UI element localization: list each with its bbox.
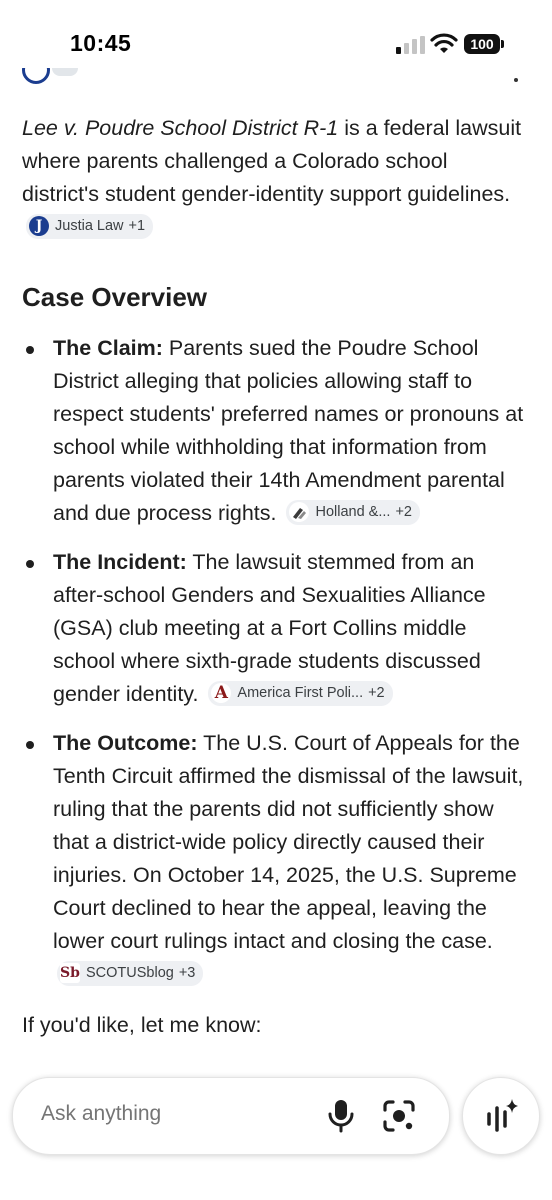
chip-label: Justia Law (55, 217, 124, 234)
chip-label: America First Poli... (237, 684, 364, 701)
section-title: Case Overview (22, 282, 208, 312)
response-content (22, 112, 527, 1042)
source-logo-icon (22, 68, 50, 84)
source-chip-scotusblog[interactable] (57, 961, 203, 986)
camera-lens-icon[interactable] (381, 1098, 417, 1134)
list-item-outcome (22, 727, 527, 991)
more-options-icon[interactable] (514, 78, 518, 82)
holland-icon (289, 502, 309, 522)
bullet-text: The lawsuit stemmed from an after-school Genders and Sexualities Alliance (GSA) club meeting at a Fort Collins middle school where sixth-grade students discussed gender identity. (53, 550, 486, 706)
signal-icon (396, 36, 432, 54)
composer-bar (12, 1077, 450, 1155)
bullet-label: The Claim: (53, 336, 163, 360)
bullet-icon (26, 346, 34, 354)
closing-text: If you'd like, let me know: (22, 1013, 262, 1037)
battery-icon: 100 (464, 34, 500, 54)
intro-text: is a federal lawsuit where parents challenged a Colorado school district's student gender-identity support guidelines. (22, 116, 522, 206)
partial-header (0, 68, 552, 94)
list-item-claim (22, 332, 527, 530)
status-time: 10:45 (70, 30, 132, 56)
bullet-icon (26, 560, 34, 568)
sparkle-waveform-icon (463, 1078, 539, 1154)
live-mode-button[interactable] (462, 1077, 540, 1155)
bullet-text: The U.S. Court of Appeals for the Tenth Circuit affirmed the dismissal of the lawsuit, ruling that the parents did not sufficiently show that a district-wide policy directly caused their injuries. On October 14, 2025, the U.S. Supreme Court declined to hear the appeal, leaving the lower court rulings intact and closing the case. (53, 731, 524, 953)
wifi-icon (430, 33, 458, 55)
chip-count: +1 (128, 217, 146, 234)
case-name: Lee v. Poudre School District R-1 (22, 116, 339, 140)
scotusblog-icon: Sb (60, 965, 80, 982)
intro-paragraph (22, 112, 527, 244)
bullet-label: The Incident: (53, 550, 187, 574)
justia-icon: J (29, 216, 49, 236)
chip-count: +2 (395, 503, 412, 520)
list-item-incident (22, 546, 527, 711)
america-first-icon: A (211, 683, 231, 703)
source-chip-justia[interactable] (26, 214, 153, 239)
microphone-icon[interactable] (325, 1098, 357, 1134)
source-logo-icon-2 (52, 68, 78, 76)
chip-count: +3 (178, 964, 196, 981)
bullet-label: The Outcome: (53, 731, 198, 755)
battery-cap (501, 40, 504, 48)
ask-input[interactable] (41, 1102, 291, 1126)
chip-label: SCOTUSblog (86, 964, 174, 981)
overview-list (22, 332, 527, 991)
bullet-text: Parents sued the Poudre School District alleging that policies allowing staff to respect students' preferred names or pronouns at school while withholding that information from parents violated their 14th Amendment parental and due process rights. (53, 336, 524, 525)
chip-label: Holland &... (315, 503, 391, 520)
source-chip-america-first[interactable] (208, 681, 392, 706)
source-chip-holland[interactable] (286, 500, 420, 525)
bullet-icon (26, 741, 34, 749)
chip-count: +2 (368, 684, 385, 701)
